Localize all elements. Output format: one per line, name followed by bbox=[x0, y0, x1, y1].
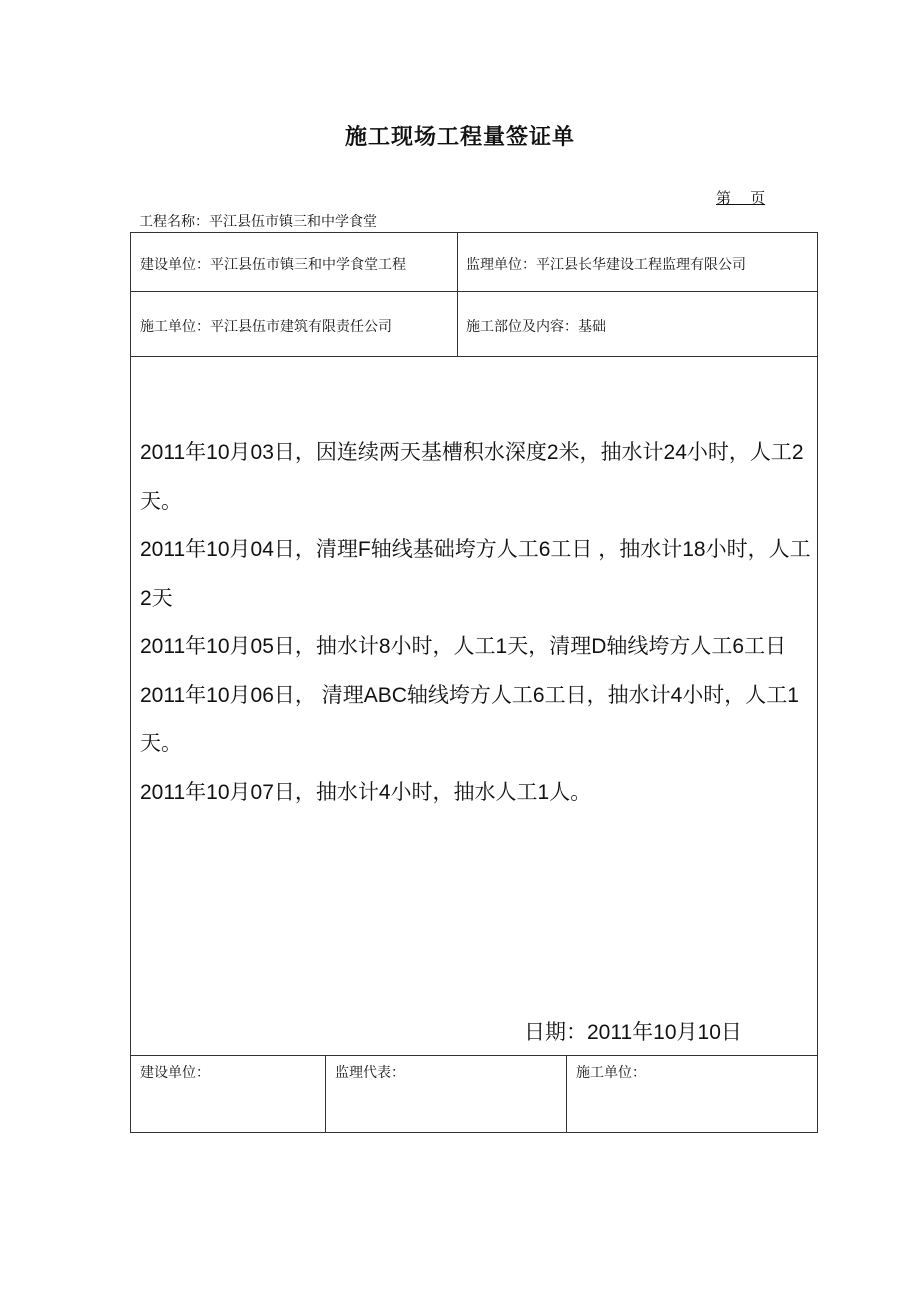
construction-unit-cell: 建设单位：平江县伍市镇三和中学食堂工程 bbox=[140, 257, 406, 273]
page-number-label: 第 页 bbox=[716, 189, 766, 207]
signature-construction-unit: 建设单位： bbox=[140, 1065, 210, 1081]
builder-unit-cell: 施工单位：平江县伍市建筑有限责任公司 bbox=[140, 319, 392, 335]
document-title: 施工现场工程量签证单 bbox=[344, 124, 575, 150]
visa-form-table bbox=[130, 232, 818, 1133]
column-divider bbox=[566, 1055, 567, 1133]
content-entry: 2011年10月04日，清理F轴线基础垮方人工6工日 ，抽水计18小时，人工2天 bbox=[140, 538, 811, 610]
supervision-unit-cell: 监理单位：平江县长华建设工程监理有限公司 bbox=[466, 257, 746, 273]
content-entry: 2011年10月03日，因连续两天基槽积水深度2米，抽水计24小时，人工2天。 bbox=[140, 441, 804, 513]
visa-date: 日期：2011年10月10日 bbox=[524, 1021, 742, 1044]
content-entry: 2011年10月06日， 清理ABC轴线垮方人工6工日，抽水计4小时，人工1天。 bbox=[140, 683, 799, 755]
visa-content bbox=[140, 429, 820, 817]
column-divider bbox=[325, 1055, 326, 1133]
signature-supervisor: 监理代表： bbox=[335, 1065, 405, 1081]
work-part-cell: 施工部位及内容：基础 bbox=[466, 319, 606, 335]
row-divider bbox=[131, 1055, 817, 1056]
row-divider bbox=[131, 291, 817, 292]
project-name: 工程名称：平江县伍市镇三和中学食堂 bbox=[139, 214, 377, 230]
content-entry: 2011年10月05日，抽水计8小时，人工1天，清理D轴线垮方人工6工日 bbox=[140, 635, 787, 658]
content-entry: 2011年10月07日，抽水计4小时，抽水人工1人。 bbox=[140, 780, 592, 804]
row-divider bbox=[131, 356, 817, 357]
signature-builder-unit: 施工单位： bbox=[576, 1065, 646, 1081]
column-divider bbox=[457, 233, 458, 356]
